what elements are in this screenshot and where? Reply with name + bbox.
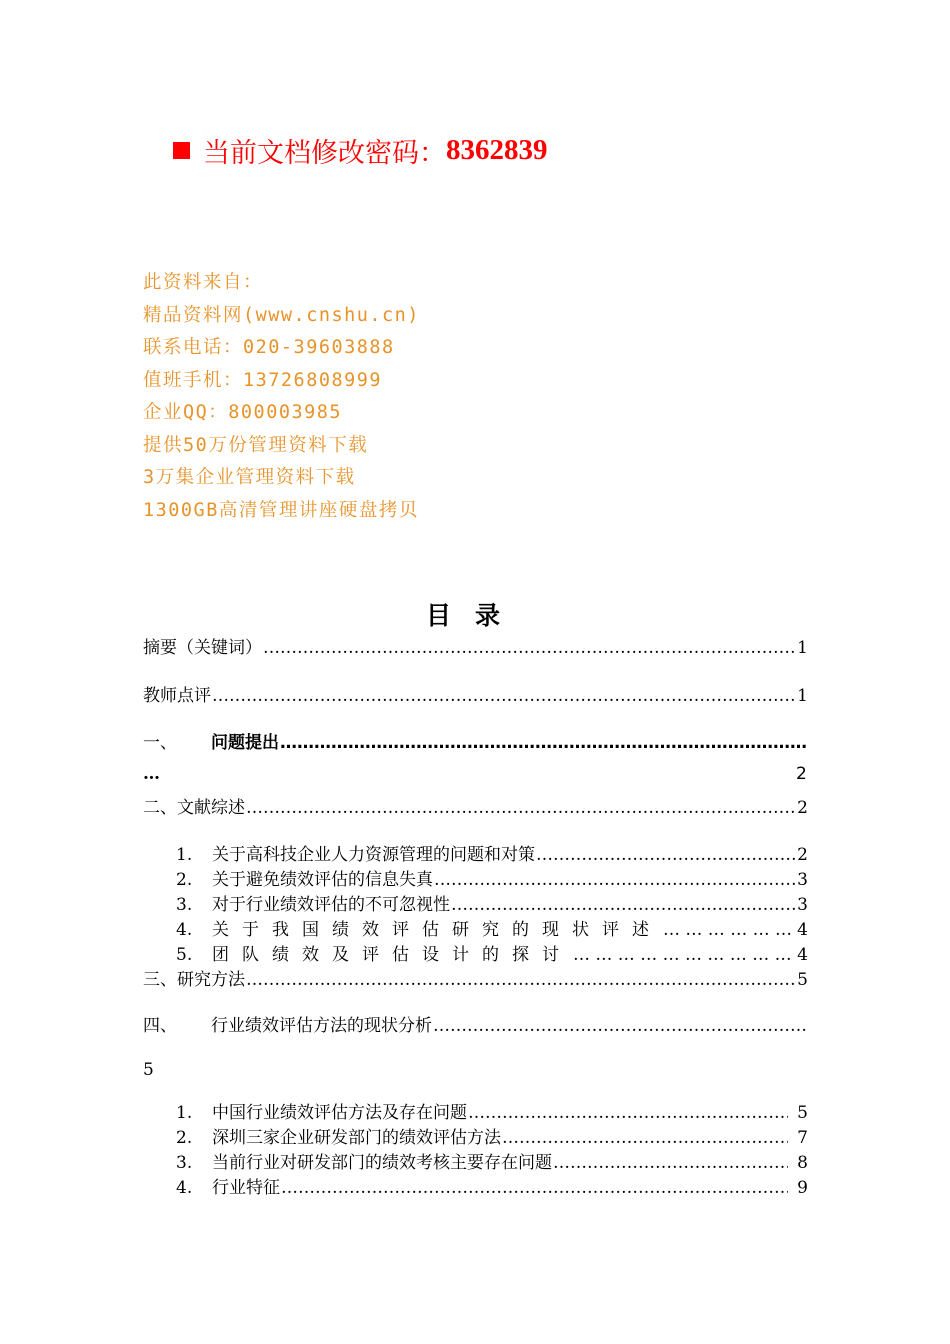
toc-leader	[433, 1014, 807, 1038]
source-info	[143, 267, 420, 527]
toc-entry-sub-5	[176, 943, 808, 967]
toc-entry-label: 摘要（关键词）	[143, 638, 262, 658]
toc-entry-sub-1	[176, 843, 808, 867]
toc-entry-problem	[143, 731, 808, 755]
toc-entry-label: 三、研究方法	[143, 970, 245, 990]
source-line-offer-1: 提供50万份管理资料下载	[143, 434, 369, 456]
toc-entry-teacher-review	[143, 684, 808, 708]
source-line-offer-2: 3万集企业管理资料下载	[143, 467, 356, 488]
toc-entry-page: 4	[797, 945, 808, 965]
toc-entry-abstract	[143, 636, 808, 660]
toc-entry-page: 8	[797, 1153, 808, 1173]
toc-entry-page: 2	[797, 798, 808, 818]
toc-leader	[663, 918, 796, 942]
toc-entry-number: 3.	[176, 895, 193, 915]
toc-entry-number: 1.	[176, 1103, 193, 1123]
source-line-mobile: 值班手机：13726808999	[143, 369, 383, 391]
toc-entry-label: 关于避免绩效评估的信息失真	[212, 870, 433, 890]
toc-entry-number: 2.	[176, 1128, 193, 1148]
toc-entry-page: 4	[797, 920, 808, 940]
source-line-qq: 企业QQ：800003985	[143, 402, 343, 423]
red-square-bullet-icon	[173, 142, 190, 159]
toc-entry-number: 四、	[143, 1016, 177, 1036]
toc-entry-label: 关于高科技企业人力资源管理的问题和对策	[212, 845, 535, 865]
toc-leader-continued: …	[143, 764, 160, 784]
toc-entry-sub-4	[176, 918, 808, 942]
toc-entry-label: 团队绩效及评估设计的探讨	[212, 945, 572, 965]
toc-entry-number: 4.	[176, 1178, 193, 1198]
password-label: 当前文档修改密码：	[203, 137, 446, 169]
toc-entry-page: 3	[797, 895, 808, 915]
toc-entry-analysis	[143, 1014, 808, 1038]
password-notice	[173, 130, 548, 170]
toc-entry-sub-c	[176, 1151, 808, 1175]
toc-entry-page: 5	[797, 970, 808, 990]
toc-entry-number: 2.	[176, 870, 193, 890]
toc-leader	[468, 1101, 788, 1125]
toc-entry-number: 3.	[176, 1153, 193, 1173]
toc-leader	[553, 1151, 788, 1175]
source-line-website: 精品资料网(www.cnshu.cn)	[143, 304, 420, 326]
toc-entry-page: 5	[143, 1060, 154, 1080]
toc-entry-page: 7	[797, 1128, 808, 1148]
toc-entry-page: 1	[797, 686, 808, 706]
toc-entry-label: 深圳三家企业研发部门的绩效评估方法	[212, 1128, 501, 1148]
toc-entry-label: 教师点评	[143, 686, 211, 706]
toc-leader	[246, 968, 796, 992]
toc-leader	[280, 731, 807, 755]
toc-leader	[212, 684, 796, 708]
toc-entry-number: 一、	[143, 733, 177, 753]
toc-entry-label: 二、文献综述	[143, 798, 245, 818]
toc-leader	[281, 1176, 788, 1200]
toc-leader	[263, 636, 796, 660]
toc-entry-page: 3	[797, 870, 808, 890]
toc-leader	[502, 1126, 788, 1150]
toc-entry-sub-a	[176, 1101, 808, 1125]
toc-entry-label: 行业绩效评估方法的现状分析	[211, 1016, 432, 1036]
toc-entry-page: 1	[797, 638, 808, 658]
password-value: 8362839	[446, 133, 548, 166]
toc-leader	[246, 796, 796, 820]
toc-entry-label: 中国行业绩效评估方法及存在问题	[212, 1103, 467, 1123]
toc-entry-sub-3	[176, 893, 808, 917]
toc-entry-number: 1.	[176, 845, 193, 865]
toc-entry-sub-b	[176, 1126, 808, 1150]
toc-entry-label: 行业特征	[212, 1178, 280, 1198]
toc-entry-literature	[143, 796, 808, 820]
source-line-offer-3: 1300GB高清管理讲座硬盘拷贝	[143, 499, 419, 521]
toc-entry-label: 对于行业绩效评估的不可忽视性	[212, 895, 450, 915]
toc-leader	[451, 893, 796, 917]
toc-entry-page: 2	[797, 845, 808, 865]
toc-entry-page: 5	[797, 1103, 808, 1123]
toc-entry-number: 5.	[176, 945, 193, 965]
toc-entry-page: 9	[797, 1178, 808, 1198]
toc-entry-sub-d	[176, 1176, 808, 1200]
toc-entry-page: 2	[796, 764, 807, 784]
source-line-intro: 此资料来自：	[143, 272, 264, 293]
toc-entry-label: 关于我国绩效评估研究的现状评述	[212, 920, 662, 940]
source-line-phone: 联系电话：020-39603888	[143, 337, 395, 358]
toc-entry-methods	[143, 968, 808, 992]
toc-leader	[536, 843, 796, 867]
toc-entry-label: 问题提出	[211, 733, 279, 753]
toc-title: 目录	[425, 601, 524, 630]
toc-entry-sub-2	[176, 868, 808, 892]
toc-leader	[573, 943, 796, 967]
toc-entry-label: 当前行业对研发部门的绩效考核主要存在问题	[212, 1153, 552, 1173]
toc-entry-number: 4.	[176, 920, 193, 940]
toc-leader	[434, 868, 796, 892]
